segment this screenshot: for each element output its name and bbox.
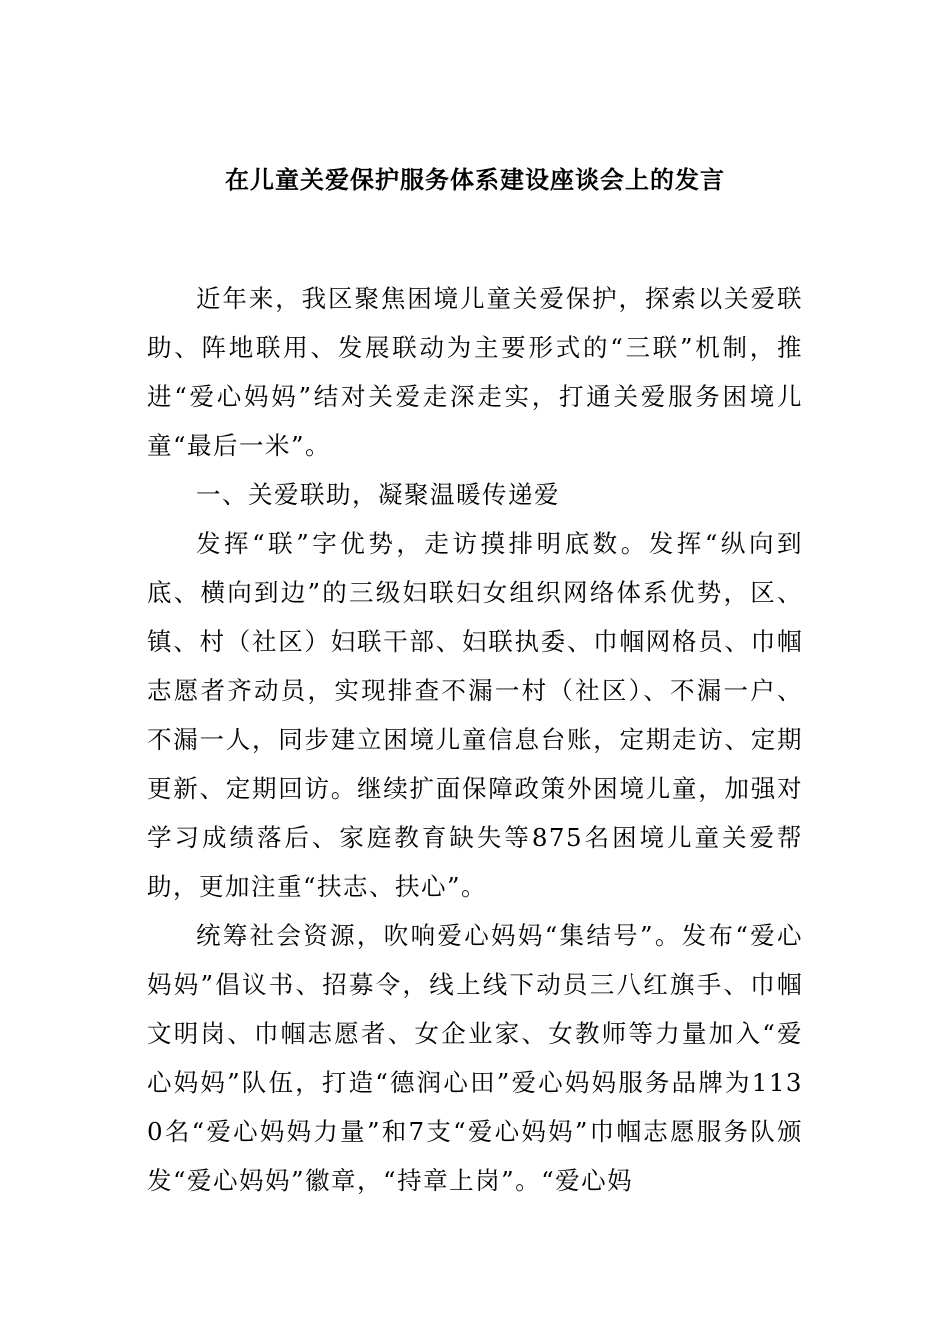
body-paragraph: 发挥“联”字优势，走访摸排明底数。发挥“纵向到底、横向到边”的三级妇联妇女组织网络体系优势，区、镇、村（社区）妇联干部、妇联执委、巾帼网格员、巾帼志愿者齐动员，实现排查不漏一村（社区）、不漏一户、不漏一人，同步建立困境儿童信息台账，定期走访、定期更新、定期回访。继续扩面保障政策外困境儿童，加强对学习成绩落后、家庭教育缺失等875名困境儿童关爱帮助，更加注重“扶志、扶心”。 xyxy=(147,529,803,901)
intro-paragraph: 近年来，我区聚焦困境儿童关爱保护，探索以关爱联助、阵地联用、发展联动为主要形式的“三联”机制，推进“爱心妈妈”结对关爱走深走实，打通关爱服务困境儿童“最后一米”。 xyxy=(147,284,803,460)
body-paragraph: 统筹社会资源，吹响爱心妈妈“集结号”。发布“爱心妈妈”倡议书、招募令，线上线下动员三八红旗手、巾帼文明岗、巾帼志愿者、女企业家、女教师等力量加入“爱心妈妈”队伍，打造“德润心田”爱心妈妈服务品牌为1130名“爱心妈妈力量”和7支“爱心妈妈”巾帼志愿服务队颁发“爱心妈妈”徽章，“持章上岗”。“爱心妈 xyxy=(147,921,803,1195)
document-title: 在儿童关爱保护服务体系建设座谈会上的发言 xyxy=(225,165,725,194)
section-heading: 一、关爱联助，凝聚温暖传递爱 xyxy=(196,480,560,509)
document-body xyxy=(147,274,803,1205)
